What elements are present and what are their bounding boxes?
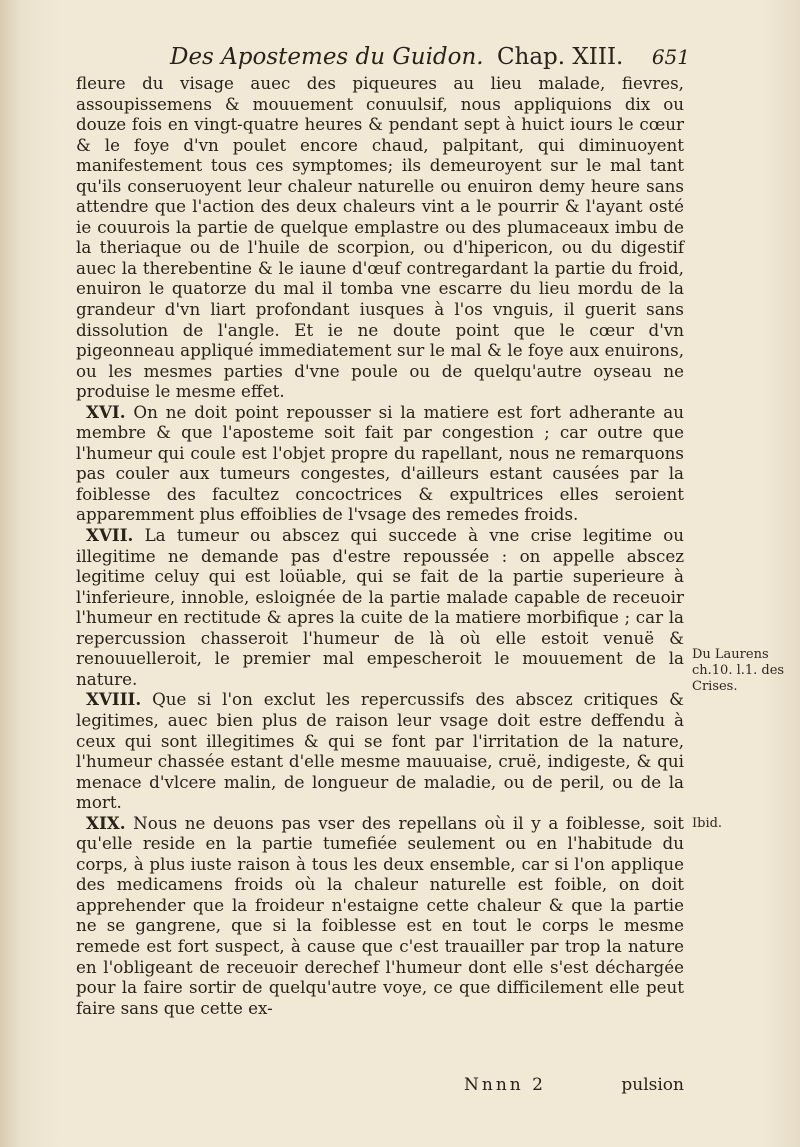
catchword: pulsion: [621, 1075, 684, 1095]
paragraph-continuation: [76, 73, 684, 402]
page-footer: [456, 1074, 688, 1096]
paragraph-xviii: [76, 689, 684, 812]
page-number: 651: [651, 45, 690, 69]
paragraph-number: XVIII.: [86, 689, 142, 710]
paragraph-xvi: [76, 402, 684, 525]
margin-note-du-laurens: Du Laurens ch.10. l.1. des Crises.: [692, 647, 785, 694]
paragraph-xvii: [76, 525, 684, 689]
paragraph-xix: [76, 813, 684, 1018]
body-text: [76, 73, 684, 1018]
signature-mark: Nnnn 2: [464, 1075, 546, 1095]
margin-note-ibid: Ibid.: [692, 816, 723, 831]
paragraph-text: La tumeur ou abscez qui succede à vne crise legitime ou illegitime ne demande pas d'estre repoussée : on appelle abscez legitime celuy qui est loüable, qui se fait de la partie superieure à l'inferieure, innoble, esloignée de la partie malade capable de receuoir l'humeur en rectitude & apres la cuite de la matiere morbifique ; car la repercussion chasseroit l'humeur de là où elle estoit venuë & renouuelleroit, le premier mal empescheroit le mouuement de la nature.: [76, 525, 684, 689]
paragraph-text: fleure du visage auec des piqueures au lieu malade, fievres, assoupissemens & mouuement conuulsif, nous appliquions dix ou douze fois en vingt-quatre heures & pendant sept à huict iours le cœur & le foye d'vn poulet encore chaud, palpitant, qui diminuoyent manifestement tous ces symptomes; ils demeuroyent sur le mal tant qu'ils conseruoyent leur chaleur naturelle ou enuiron demy heure sans attendre que l'action des deux chaleurs vint a le pourrir & l'ayant osté ie couurois la partie de quelque emplastre ou des plumaceaux imbu de la theriaque ou de l'huile de scorpion, ou d'hipericon, ou du digestif auec la therebentine & le iaune d'œuf contregardant la partie du froid, enuiron le quatorze du mal il tomba vne escarre du lieu mordu de la grandeur d'vn liart profondant iusques à l'os vnguis, il guerit sans dissolution de l'angle. Et ie ne doute point que le cœur d'vn pigeonneau appliqué immediatement sur le mal & le foye aux enuirons, ou les mesmes parties d'vne poule ou de quelqu'autre oyseau ne produise le mesme effet.: [76, 73, 684, 402]
chapter-label: Chap. XIII.: [496, 44, 624, 70]
paragraph-text: On ne doit point repousser si la matiere est fort adherante au membre & que l'aposteme soit fait par congestion ; car outre que l'humeur qui coule est l'objet propre du rapellant, nous ne remarquons pas couler aux tumeurs congestes, d'ailleurs estant causées par la foiblesse des facultez concoctrices & expultrices elles seroient apparemment plus effoiblies de l'vsage des remedes froids.: [76, 401, 684, 525]
paragraph-number: XVI.: [86, 401, 126, 422]
paragraph-text: Que si l'on exclut les repercussifs des abscez critiques & legitimes, auec bien plus de raison leur vsage doit estre deffendu à ceux qui sont illegitimes & qui se font par l'irritation de la nature, l'humeur chassée estant d'elle mesme mauuaise, cruë, indigeste, & qui menace d'vlcere malin, de longueur de maladie, ou de peril, ou de la mort.: [76, 689, 684, 813]
paragraph-number: XIX.: [86, 812, 126, 833]
running-title: Des Apostemes du Guidon.: [170, 44, 484, 70]
paragraph-number: XVII.: [86, 525, 134, 546]
running-header: [170, 40, 690, 74]
paragraph-text: Nous ne deuons pas vser des repellans où il y a foiblesse, soit qu'elle reside en la partie tumefiée seulement ou en l'habitude du corps, à plus iuste raison à tous les deux ensemble, car si l'on applique des medicamens froids où la chaleur naturelle est foible, on doit apprehender que la froideur n'estaigne cette chaleur & que la partie ne se gangrene, que si la foiblesse est en tout le corps le mesme remede est fort suspect, à cause que c'est trauailler par trop la nature en l'obligeant de receuoir derechef l'humeur dont elle s'est déchargée pour la faire sortir de quelqu'autre voye, ce que difficilement elle peut faire sans que cette ex-: [76, 812, 684, 1018]
